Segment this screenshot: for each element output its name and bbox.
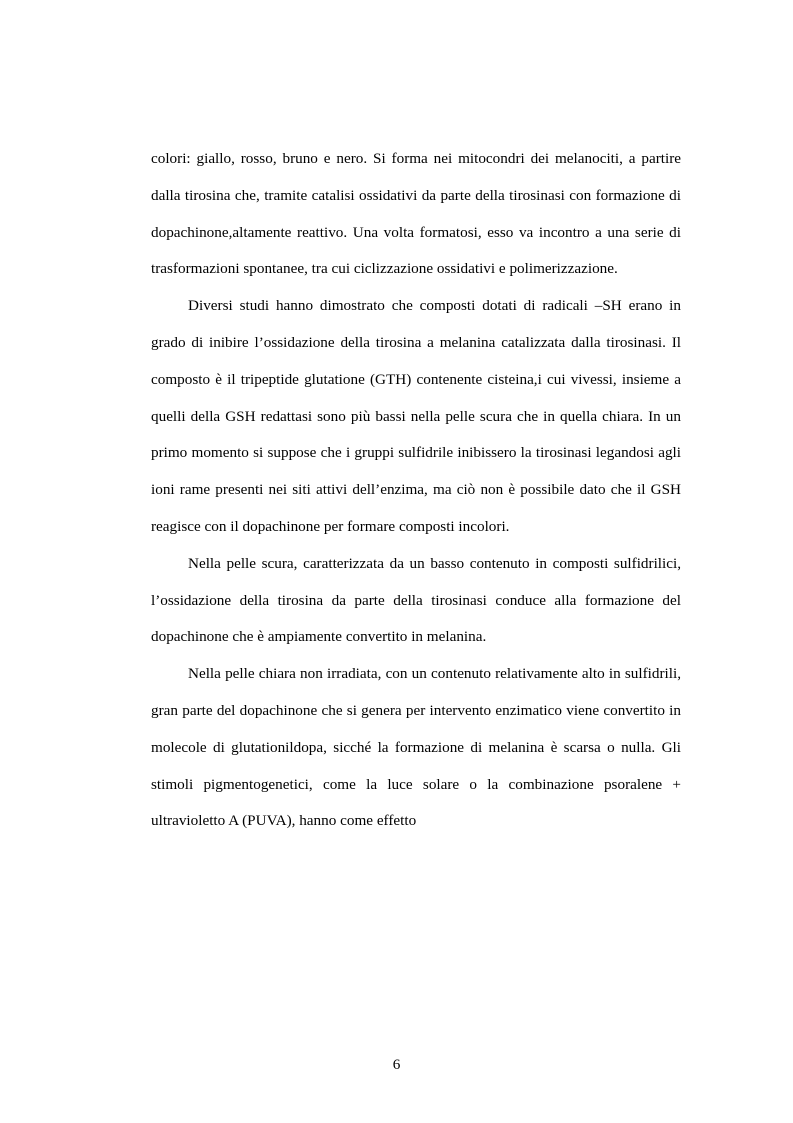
paragraph-continuation: colori: giallo, rosso, bruno e nero. Si forma nei mitocondri dei melanociti, a partire dalla tirosina che, tramite catalisi ossidativi da parte della tirosinasi con formazione di dopachinone,altamente reattivo. Una volta formatosi, esso va incontro a una serie di trasformazioni spontanee, tra cui ciclizzazione ossidativi e polimerizzazione. [151, 150, 681, 278]
page-number: 6 [392, 1056, 401, 1073]
body-text [151, 141, 681, 840]
paragraph: Nella pelle chiara non irradiata, con un contenuto relativamente alto in sulfidrili, gran parte del dopachinone che si genera per intervento enzimatico viene convertito in molecole di glutationildopa, sicché la formazione di melanina è scarsa o nulla. Gli stimoli pigmentogenetici, come la luce solare o la combinazione psoralene + ultravioletto A (PUVA), hanno come effetto [151, 665, 681, 830]
paragraph: Nella pelle scura, caratterizzata da un basso contenuto in composti sulfidrilici, l’ossidazione della tirosina da parte della tirosinasi conduce alla formazione del dopachinone che è ampiamente convertito in melanina. [151, 554, 681, 646]
paragraph: Diversi studi hanno dimostrato che composti dotati di radicali –SH erano in grado di inibire l’ossidazione della tirosina a melanina catalizzata dalla tirosinasi. Il composto è il tripeptide glutatione (GTH) contenente cisteina,i cui vivessi, insieme a quelli della GSH redattasi sono più bassi nella pelle scura che in quella chiara. In un primo momento si suppose che i gruppi sulfidrile inibissero la tirosinasi legandosi agli ioni rame presenti nei siti attivi dell’enzima, ma ciò non è possibile dato che il GSH reagisce con il dopachinone per formare composti incolori. [151, 297, 681, 535]
